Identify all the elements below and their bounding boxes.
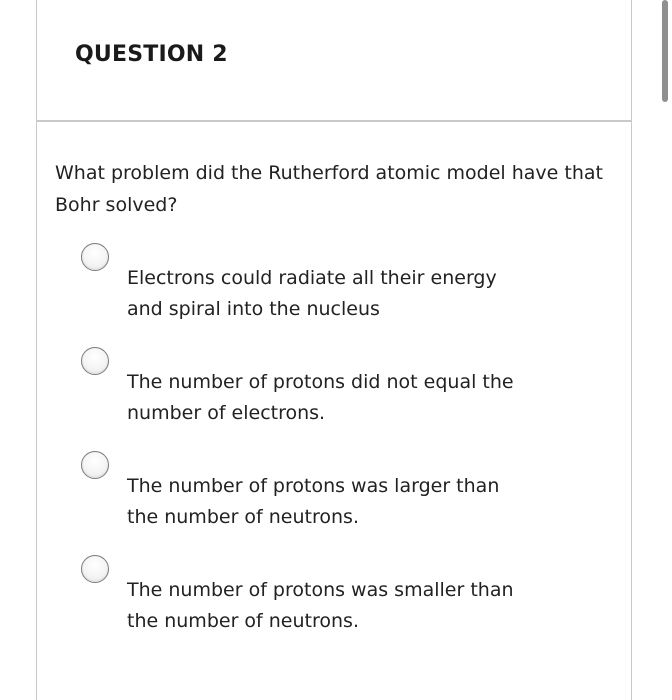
header-divider bbox=[37, 120, 631, 122]
question-prompt: What problem did the Rutherford atomic model have that Bohr solved? bbox=[55, 162, 603, 216]
answer-option-3-label: The number of protons was larger than the number of neutrons. bbox=[127, 475, 500, 528]
question-card bbox=[36, 0, 632, 700]
answer-option-4[interactable] bbox=[81, 555, 601, 635]
question-title: QUESTION 2 bbox=[75, 42, 228, 67]
answer-option-2-label: The number of protons did not equal the number of electrons. bbox=[127, 371, 514, 424]
radio-button-4[interactable] bbox=[81, 555, 109, 583]
radio-button-3[interactable] bbox=[81, 451, 109, 479]
answer-option-1-label: Electrons could radiate all their energy and spiral into the nucleus bbox=[127, 267, 497, 320]
answer-option-3[interactable] bbox=[81, 451, 601, 531]
vertical-scrollbar[interactable] bbox=[662, 0, 668, 102]
answer-option-4-label: The number of protons was smaller than the number of neutrons. bbox=[127, 579, 514, 632]
answer-option-1[interactable] bbox=[81, 243, 601, 323]
answer-option-2[interactable] bbox=[81, 347, 601, 427]
radio-button-1[interactable] bbox=[81, 243, 109, 271]
radio-button-2[interactable] bbox=[81, 347, 109, 375]
